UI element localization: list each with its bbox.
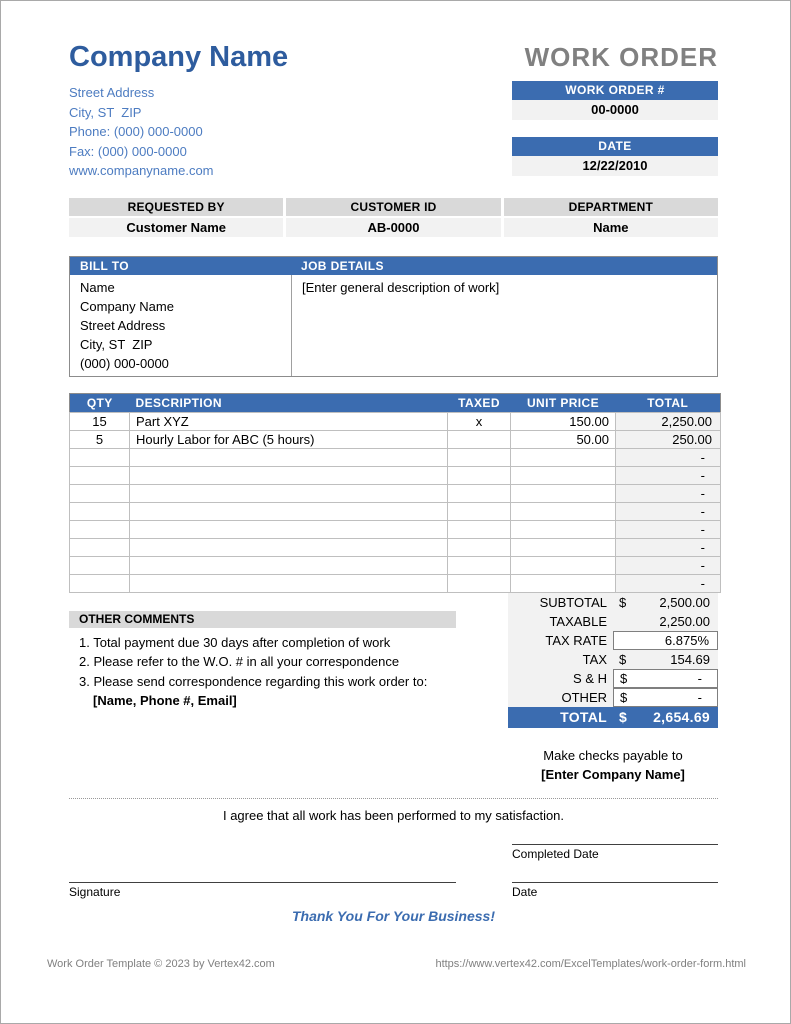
amount: - xyxy=(697,670,702,686)
table-row xyxy=(70,430,721,448)
signature-label: Signature xyxy=(69,882,456,899)
table-row xyxy=(70,448,721,466)
document-title: WORK ORDER xyxy=(524,42,718,72)
amount: - xyxy=(697,689,702,705)
unit-price-column-header: UNIT PRICE xyxy=(511,393,616,412)
totals-label: TAX xyxy=(508,650,613,669)
unit-price-cell[interactable] xyxy=(511,448,616,466)
unit-price-cell[interactable] xyxy=(511,556,616,574)
totals-row xyxy=(508,669,718,688)
amount: 2,250.00 xyxy=(659,613,710,629)
unit-price-cell[interactable]: 150.00 xyxy=(511,412,616,430)
company-address-line: City, ST ZIP xyxy=(69,104,142,120)
qty-column-header: QTY xyxy=(70,393,130,412)
date-label: DATE xyxy=(512,137,718,156)
bill-to-line: Street Address xyxy=(80,317,166,333)
totals-value xyxy=(613,707,718,728)
table-row xyxy=(70,412,721,430)
unit-price-cell[interactable] xyxy=(511,502,616,520)
unit-price-cell[interactable]: 50.00 xyxy=(511,430,616,448)
comments-list xyxy=(69,633,456,692)
bill-to-line: Name xyxy=(80,279,115,295)
job-description-placeholder: [Enter general description of work] xyxy=(302,279,500,295)
totals-label: SUBTOTAL xyxy=(508,593,613,612)
customer-id-value[interactable]: AB-0000 xyxy=(286,218,500,237)
totals-panel xyxy=(508,593,718,728)
completed-date-label: Completed Date xyxy=(512,844,718,861)
bill-to-line: (000) 000-0000 xyxy=(80,355,169,371)
date-signature-label: Date xyxy=(512,882,718,899)
thank-you-message: Thank You For Your Business! xyxy=(291,907,496,924)
work-order-number-value[interactable]: 00-0000 xyxy=(512,100,718,120)
currency-symbol xyxy=(614,632,620,649)
totals-row xyxy=(508,631,718,650)
totals-label: TAX RATE xyxy=(508,631,613,650)
amount: 6.875% xyxy=(664,632,709,648)
totals-value xyxy=(613,593,718,612)
taxed-cell[interactable] xyxy=(448,466,511,484)
comment-line: 2. Please refer to the W.O. # in all your correspondence xyxy=(79,654,400,669)
totals-row xyxy=(508,650,718,669)
qty-cell[interactable] xyxy=(70,574,130,592)
totals-label: TOTAL xyxy=(560,708,607,725)
totals-label: OTHER xyxy=(508,688,613,707)
unit-price-cell[interactable] xyxy=(511,538,616,556)
dotted-divider xyxy=(69,798,718,799)
job-details-header: JOB DETAILS xyxy=(291,257,717,275)
totals-value xyxy=(613,612,718,631)
items-table xyxy=(69,393,721,593)
total-column-header: TOTAL xyxy=(616,393,721,412)
qty-cell[interactable]: 5 xyxy=(70,430,130,448)
description-cell[interactable]: Part XYZ xyxy=(130,412,448,430)
totals-row xyxy=(508,707,718,728)
qty-cell[interactable] xyxy=(70,502,130,520)
taxed-cell[interactable] xyxy=(448,484,511,502)
bill-to-line: City, ST ZIP xyxy=(80,336,153,352)
taxed-cell[interactable] xyxy=(448,448,511,466)
company-address-line: Fax: (000) 000-0000 xyxy=(69,143,187,159)
items-table-body xyxy=(70,412,721,592)
other-comments-header: OTHER COMMENTS xyxy=(69,611,456,628)
table-row xyxy=(70,466,721,484)
amount: 2,500.00 xyxy=(659,594,710,610)
payee-company-placeholder[interactable]: [Enter Company Name] xyxy=(541,766,685,782)
billto-jobdetails-section xyxy=(69,256,718,377)
job-details-body[interactable] xyxy=(291,275,717,376)
company-address-line: Street Address xyxy=(69,85,155,100)
qty-cell[interactable] xyxy=(70,484,130,502)
unit-price-cell[interactable] xyxy=(511,574,616,592)
unit-price-cell[interactable] xyxy=(511,520,616,538)
signature-field xyxy=(69,882,456,899)
totals-label: TAXABLE xyxy=(508,612,613,631)
description-cell[interactable] xyxy=(130,448,448,466)
header-right xyxy=(512,41,718,181)
taxed-cell[interactable] xyxy=(448,520,511,538)
agreement-text: I agree that all work has been performed to my satisfaction. xyxy=(222,807,565,823)
currency-symbol xyxy=(613,612,619,631)
taxed-cell[interactable] xyxy=(448,502,511,520)
request-info-table xyxy=(69,198,718,237)
totals-value[interactable] xyxy=(613,669,718,688)
currency-symbol: $ xyxy=(619,651,627,667)
company-website: www.companyname.com xyxy=(69,163,214,178)
qty-cell[interactable] xyxy=(70,538,130,556)
description-column-header: DESCRIPTION xyxy=(130,393,448,412)
total-cell: 2,250.00 xyxy=(616,412,721,430)
total-cell: 250.00 xyxy=(616,430,721,448)
bill-to-body[interactable] xyxy=(70,275,291,376)
taxed-cell[interactable] xyxy=(448,538,511,556)
taxed-cell[interactable] xyxy=(448,556,511,574)
totals-label: S & H xyxy=(508,669,613,688)
description-cell[interactable] xyxy=(130,574,448,592)
total-cell: - xyxy=(616,556,721,574)
bill-to-line: Company Name xyxy=(80,298,174,314)
comments-section xyxy=(69,611,456,784)
taxed-cell[interactable] xyxy=(448,430,511,448)
description-cell[interactable] xyxy=(130,502,448,520)
table-row xyxy=(70,556,721,574)
page-footer xyxy=(47,958,746,970)
signature-row xyxy=(69,882,718,899)
comment-line: 1. Total payment due 30 days after completion of work xyxy=(79,634,391,650)
unit-price-cell[interactable] xyxy=(511,466,616,484)
taxed-cell[interactable] xyxy=(448,574,511,592)
make-checks-payable-label: Make checks payable to xyxy=(543,747,683,763)
currency-symbol: $ xyxy=(620,689,628,705)
footer-copyright: Work Order Template © 2023 by Vertex42.com xyxy=(47,958,275,970)
date-field xyxy=(512,882,718,899)
totals-row xyxy=(508,612,718,631)
total-cell: - xyxy=(616,538,721,556)
description-cell[interactable] xyxy=(130,538,448,556)
qty-cell[interactable]: 15 xyxy=(70,412,130,430)
totals-value[interactable] xyxy=(613,688,718,707)
company-name: Company Name xyxy=(69,41,289,73)
work-order-number-label: WORK ORDER # xyxy=(512,81,718,100)
table-row xyxy=(70,520,721,538)
qty-cell[interactable] xyxy=(70,520,130,538)
amount: 2,654.69 xyxy=(653,708,710,725)
currency-symbol: $ xyxy=(620,670,628,686)
payment-instructions xyxy=(508,746,718,784)
currency-symbol: $ xyxy=(619,708,628,725)
currency-symbol: $ xyxy=(619,594,627,610)
total-cell: - xyxy=(616,466,721,484)
department-header: DEPARTMENT xyxy=(504,198,718,216)
table-row xyxy=(70,574,721,592)
description-cell[interactable]: Hourly Labor for ABC (5 hours) xyxy=(130,430,448,448)
customer-id-header: CUSTOMER ID xyxy=(286,198,500,216)
totals-row xyxy=(508,688,718,707)
description-cell[interactable] xyxy=(130,556,448,574)
description-cell[interactable] xyxy=(130,520,448,538)
totals-value xyxy=(613,650,718,669)
table-row xyxy=(70,502,721,520)
amount: 154.69 xyxy=(670,651,710,667)
description-cell[interactable] xyxy=(130,484,448,502)
taxed-cell[interactable]: x xyxy=(448,412,511,430)
total-cell: - xyxy=(616,520,721,538)
requested-by-value[interactable]: Customer Name xyxy=(69,218,283,237)
qty-cell[interactable] xyxy=(70,466,130,484)
header xyxy=(69,41,718,181)
completed-date-field xyxy=(512,844,718,861)
total-cell: - xyxy=(616,502,721,520)
date-value[interactable]: 12/22/2010 xyxy=(512,156,718,176)
contact-placeholder[interactable]: [Name, Phone #, Email] xyxy=(93,693,237,708)
company-address-line: Phone: (000) 000-0000 xyxy=(69,124,203,139)
table-row xyxy=(70,484,721,502)
items-table-header-row xyxy=(70,393,721,412)
total-cell: - xyxy=(616,484,721,502)
taxed-column-header: TAXED xyxy=(448,393,511,412)
qty-cell[interactable] xyxy=(70,556,130,574)
department-value[interactable]: Name xyxy=(504,218,718,237)
requested-by-header: REQUESTED BY xyxy=(69,198,283,216)
date-box xyxy=(512,137,718,176)
totals-column xyxy=(508,593,718,784)
comment-line: 3. Please send correspondence regarding this work order to: xyxy=(79,673,428,689)
totals-row xyxy=(508,593,718,612)
totals-value[interactable] xyxy=(613,631,718,650)
total-cell: - xyxy=(616,448,721,466)
bill-to-header: BILL TO xyxy=(70,257,291,275)
company-block xyxy=(69,41,288,181)
description-cell[interactable] xyxy=(130,466,448,484)
total-cell: - xyxy=(616,574,721,592)
bottom-section xyxy=(69,593,718,784)
work-order-number-box xyxy=(512,81,718,120)
unit-price-cell[interactable] xyxy=(511,484,616,502)
qty-cell[interactable] xyxy=(70,448,130,466)
company-address xyxy=(69,83,288,181)
footer-url: https://www.vertex42.com/ExcelTemplates/work-order-form.html xyxy=(435,958,746,970)
table-row xyxy=(70,538,721,556)
